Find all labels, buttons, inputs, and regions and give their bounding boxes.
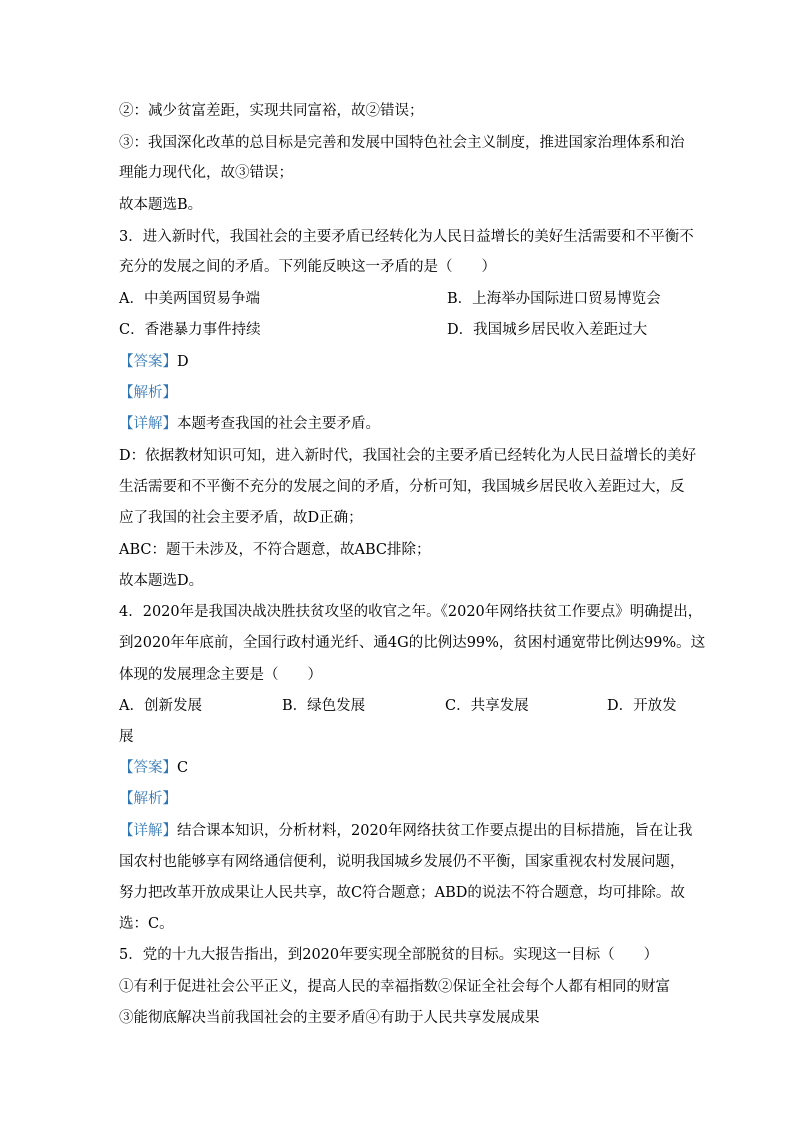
q3-conclusion: 故本题选D。 xyxy=(119,573,204,589)
q5-stem: 5．党的十九大报告指出，到2020年要实现全部脱贫的目标。实现这一目标（ ） xyxy=(119,947,659,963)
answer-tag: 【答案】 xyxy=(119,760,177,776)
q3-option-d: D．我国城乡居民收入差距过大 xyxy=(447,322,648,338)
q3-d-line3: 应了我国的社会主要矛盾，故D正确； xyxy=(119,510,363,526)
detail-text: 本题考查我国的社会主要矛盾。 xyxy=(177,416,380,432)
q3-stem-line1: 3．进入新时代，我国社会的主要矛盾已经转化为人民日益增长的美好生活需要和不平衡不 xyxy=(119,229,694,245)
detail-tag: 【详解】 xyxy=(119,823,177,839)
q5-items-line1: ①有利于促进社会公平正义，提高人民的幸福指数②保证全社会每个人都有相同的财富 xyxy=(119,979,670,995)
q4-stem-line3: 体现的发展理念主要是（ ） xyxy=(119,667,322,683)
q3-d-line1: D：依据教材知识可知，进入新时代，我国社会的主要矛盾已经转化为人民日益增长的美好 xyxy=(119,448,697,464)
q4-analysis xyxy=(119,789,177,809)
q3-option-c: C．香港暴力事件持续 xyxy=(119,322,261,338)
q4-detail-line3: 努力把改革开放成果让人民共享，故C符合题意；ABD的说法不符合题意，均可排除。故 xyxy=(119,885,685,901)
q3-option-a: A．中美两国贸易争端 xyxy=(119,291,260,307)
q4-option-c: C．共享发展 xyxy=(445,698,529,714)
q4-option-b: B．绿色发展 xyxy=(282,698,366,714)
q4-option-a: A．创新发展 xyxy=(119,698,202,714)
q4-option-d: D．开放发 xyxy=(607,698,677,714)
q4-option-d-wrap: 展 xyxy=(119,729,134,745)
q3-detail xyxy=(119,414,380,434)
answer-value: D xyxy=(177,354,189,370)
prev-item-3-line1: ③：我国深化改革的总目标是完善和发展中国特色社会主义制度，推进国家治理体系和治 xyxy=(119,135,685,151)
prev-item-2: ②：减少贫富差距，实现共同富裕，故②错误； xyxy=(119,103,424,119)
q4-detail-line2: 国农村也能够享有网络通信便利，说明我国城乡发展仍不平衡，国家重视农村发展问题， xyxy=(119,854,685,870)
q4-answer xyxy=(119,758,188,778)
q4-detail-line4: 选：C。 xyxy=(119,916,174,932)
prev-item-3-line2: 理能力现代化，故③错误； xyxy=(119,165,293,181)
prev-conclusion: 故本题选B。 xyxy=(119,197,203,213)
q4-detail-line1 xyxy=(119,821,692,841)
answer-value: C xyxy=(177,760,189,776)
answer-tag: 【答案】 xyxy=(119,354,177,370)
q3-d-line2: 生活需要和不平衡不充分的发展之间的矛盾，分析可知，我国城乡居民收入差距过大，反 xyxy=(119,479,685,495)
analysis-tag: 【解析】 xyxy=(119,791,177,807)
detail-tag: 【详解】 xyxy=(119,416,177,432)
q3-answer xyxy=(119,352,189,372)
q3-option-b: B．上海举办国际进口贸易博览会 xyxy=(447,291,661,307)
analysis-tag: 【解析】 xyxy=(119,385,177,401)
q3-analysis xyxy=(119,383,177,403)
q4-stem-line1: 4．2020年是我国决战决胜扶贫攻坚的收官之年。《2020年网络扶贫工作要点》明确提出， xyxy=(119,604,703,620)
detail-text: 结合课本知识，分析材料，2020年网络扶贫工作要点提出的目标措施，旨在让我 xyxy=(177,823,693,839)
q3-stem-line2: 充分的发展之间的矛盾。下列能反映这一矛盾的是（ ） xyxy=(119,259,496,275)
q5-items-line2: ③能彻底解决当前我国社会的主要矛盾④有助于人民共享发展成果 xyxy=(119,1010,540,1026)
q4-stem-line2: 到2020年年底前，全国行政村通光纤、通4G的比例达99%，贫困村通宽带比例达99%。这 xyxy=(119,635,706,651)
q3-abc-line: ABC：题干未涉及，不符合题意，故ABC排除； xyxy=(119,542,431,558)
